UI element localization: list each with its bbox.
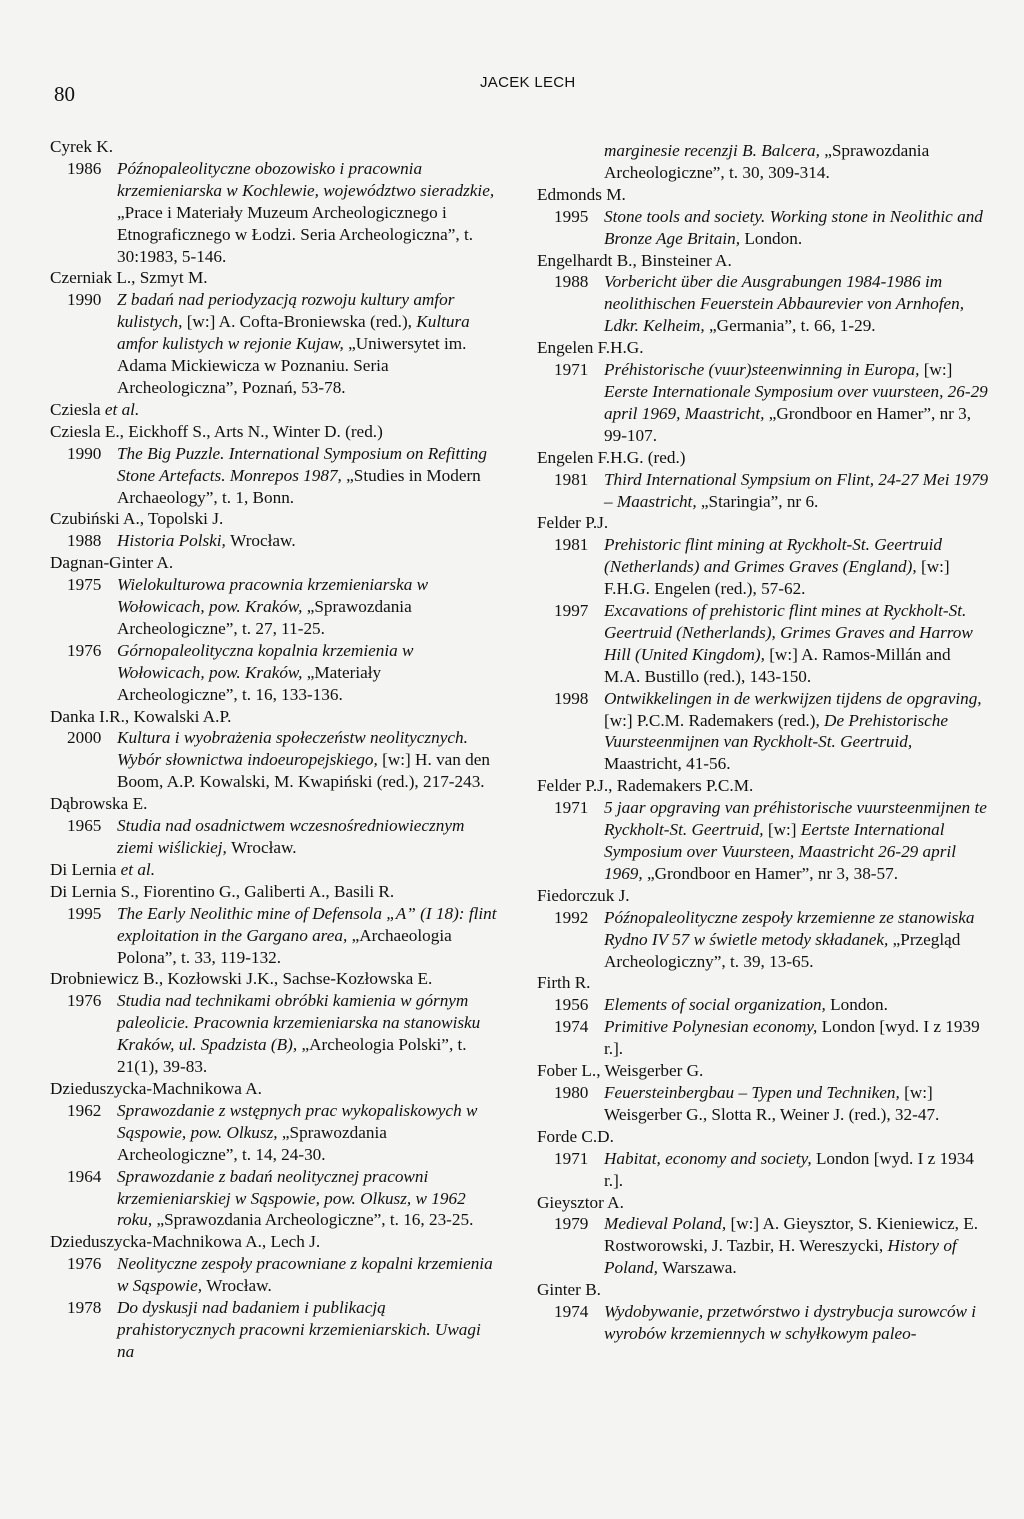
entry-year: 1971 xyxy=(554,798,589,818)
entry-year: 1986 xyxy=(67,158,102,178)
entry-text: marginesie recenzji B. Balcera, „Sprawozdania Archeologiczne”, t. 30, 309-314. xyxy=(604,141,930,182)
author-heading: Felder P.J. xyxy=(537,513,609,533)
entry-year: 1998 xyxy=(554,688,589,708)
entry-text: Późnopaleolityczne zespoły krzemienne ze stanowiska Rydno IV 57 w świetle metody składanek, „Przegląd Archeologiczny”, t. 39, 13-65. xyxy=(604,907,975,971)
entry-year: 1995 xyxy=(554,206,589,226)
bibliography-entry xyxy=(537,600,989,688)
entry-text: Habitat, economy and society, London [wyd. I z 1934 r.]. xyxy=(604,1148,974,1190)
author-heading: Danka I.R., Kowalski A.P. xyxy=(50,706,232,726)
bibliography-entry xyxy=(537,907,989,973)
entry-year: 1974 xyxy=(554,1017,589,1037)
entry-text: Préhistorische (vuur)steenwinning in Europa, [w:] Eerste Internationale Symposium over vuursteen, 26-29 april 1969, Maastricht, „Grondboor en Hamer”, nr 3, 99-107. xyxy=(604,360,988,445)
entry-text: Prehistoric flint mining at Ryckholt-St. Geertruid (Netherlands) and Grimes Graves (England), [w:] F.H.G. Engelen (red.), 57-62. xyxy=(604,535,950,599)
entry-text: The Early Neolithic mine of Defensola „A” (I 18): flint exploitation in the Gargano area, „Archaeologia Polona”, t. 33, 119-132. xyxy=(117,903,497,967)
bibliography-entry xyxy=(537,1301,989,1345)
author-heading: Gieysztor A. xyxy=(537,1192,624,1212)
entry-year: 1965 xyxy=(67,816,102,836)
entry-text: Z badań nad periodyzacją rozwoju kultury amfor kulistych, [w:] A. Cofta-Broniewska (red.), Kultura amfor kulistych w rejonie Kujaw, „Uniwersytet im. Adama Mickiewicza w Poznaniu. Seria Archeologiczna”, Poznań, 53-78. xyxy=(117,290,470,397)
author-heading: Czubiński A., Topolski J. xyxy=(50,509,224,529)
bibliography-entry xyxy=(50,815,502,859)
author-heading: Felder P.J., Rademakers P.C.M. xyxy=(537,776,754,796)
entry-text: Ontwikkelingen in de werkwijzen tijdens de opgraving, [w:] P.C.M. Rademakers (red.), De Prehistorische Vuursteenmijnen van Ryckholt-St. Geertruid, Maastricht, 41-56. xyxy=(604,688,982,774)
entry-year: 1964 xyxy=(67,1166,102,1186)
entry-year: 1976 xyxy=(67,640,102,660)
bibliography-entry xyxy=(537,1148,989,1192)
bibliography-entry xyxy=(537,469,989,513)
page-number: 80 xyxy=(54,82,75,106)
entry-text: Późnopaleolityczne obozowisko i pracownia krzemieniarska w Kochlewie, województwo sieradzkie, „Prace i Materiały Muzeum Archeologicznego i Etnograficznego w Łodzi. Seria Archeologiczna”, t. 30:1983, 5-146. xyxy=(117,158,495,266)
entry-text: Sprawozdanie z badań neolitycznej pracowni krzemieniarskiej w Sąspowie, pow. Olkusz, w 1962 roku, „Sprawozdania Archeologiczne”, t. 16, 23-25. xyxy=(117,1166,474,1230)
author-heading: Engelhardt B., Binsteiner A. xyxy=(537,250,732,270)
bibliography-entry xyxy=(537,1082,989,1126)
bibliography-entry xyxy=(537,271,989,337)
entry-text: Medieval Poland, [w:] A. Gieysztor, S. Kieniewicz, E. Rostworowski, J. Tazbir, H. Wereszycki, History of Poland, Warszawa. xyxy=(604,1214,978,1278)
entry-year: 1988 xyxy=(554,272,589,292)
author-heading: Drobniewicz B., Kozłowski J.K., Sachse-Kozłowska E. xyxy=(50,969,433,989)
entry-text: Vorbericht über die Ausgrabungen 1984-1986 im neolithischen Feuerstein Abbaurevier von Arnhofen, Ldkr. Kelheim, „Germania”, t. 66, 1-29. xyxy=(604,272,965,336)
entry-year: 1962 xyxy=(67,1100,102,1120)
author-heading: Cziesla et al. xyxy=(50,399,140,419)
bibliography-entry xyxy=(537,994,989,1016)
entry-year: 1988 xyxy=(67,531,102,551)
entry-year: 1980 xyxy=(554,1082,589,1102)
author-heading: Dąbrowska E. xyxy=(50,794,148,814)
entry-text: Studia nad osadnictwem wczesnośredniowiecznym ziemi wiślickiej, Wrocław. xyxy=(117,816,465,857)
bibliography-entry xyxy=(50,158,502,268)
entry-text: Neolityczne zespoły pracowniane z kopalni krzemienia w Sąspowie, Wrocław. xyxy=(117,1254,493,1296)
running-head: JACEK LECH xyxy=(480,74,576,91)
entry-year: 1975 xyxy=(67,575,102,595)
entry-text: Stone tools and society. Working stone in Neolithic and Bronze Age Britain, London. xyxy=(604,206,983,248)
bibliography-entry xyxy=(50,1253,502,1297)
entry-year: 1974 xyxy=(554,1302,589,1322)
author-heading: Dagnan-Ginter A. xyxy=(50,553,174,573)
entry-text: Studia nad technikami obróbki kamienia w górnym paleolicie. Pracownia krzemieniarska na stanowisku Kraków, ul. Spadzista (B), „Archeologia Polski”, t. 21(1), 39-83. xyxy=(117,991,481,1077)
entry-text: Kultura i wyobrażenia społeczeństw neolitycznych. Wybór słownictwa indoeuropejskiego, [w:] H. van den Boom, A.P. Kowalski, M. Kwapiński (red.), 217-243. xyxy=(117,728,490,792)
bibliography-entry xyxy=(537,688,989,776)
author-heading: Cyrek K. xyxy=(50,137,114,156)
entry-year: 1997 xyxy=(554,601,589,621)
bibliography-entry xyxy=(50,443,502,509)
author-heading: Fober L., Weisgerber G. xyxy=(537,1061,704,1081)
bibliography-entry xyxy=(50,1166,502,1232)
entry-text: Feuersteinbergbau – Typen und Techniken, [w:] Weisgerber G., Slotta R., Weiner J. (red.), 32-47. xyxy=(604,1082,940,1124)
bibliography-entry xyxy=(537,534,989,600)
bibliography-entry xyxy=(537,1213,989,1279)
bibliography-entry xyxy=(50,574,502,640)
bibliography-entry xyxy=(50,990,502,1078)
bibliography-entry xyxy=(537,1016,989,1060)
entry-year: 2000 xyxy=(67,728,102,748)
author-heading: Di Lernia et al. xyxy=(50,859,156,879)
author-heading: Ginter B. xyxy=(537,1280,601,1300)
entry-text: Third International Sympsium on Flint, 24-27 Mei 1979 – Maastricht, „Staringia”, nr 6. xyxy=(604,469,989,511)
entry-year: 1990 xyxy=(67,290,102,310)
author-heading: Dzieduszycka-Machnikowa A., Lech J. xyxy=(50,1232,321,1252)
entry-text: 5 jaar opgraving van préhistorische vuursteenmijnen te Ryckholt-St. Geertruid, [w:] Eertste International Symposium over Vuursteen, Maastricht 26-29 april 1969, „Grondboor en Hamer”, nr 3, 38-57. xyxy=(604,798,987,883)
entry-text: Historia Polski, Wrocław. xyxy=(117,531,296,551)
author-heading: Dzieduszycka-Machnikowa A. xyxy=(50,1078,262,1098)
bibliography-left-column xyxy=(50,136,502,1363)
entry-text: Górnopaleolityczna kopalnia krzemienia w Wołowicach, pow. Kraków, „Materiały Archeologiczne”, t. 16, 133-136. xyxy=(117,640,414,704)
author-heading: Engelen F.H.G. (red.) xyxy=(537,447,686,467)
author-heading: Di Lernia S., Fiorentino G., Galiberti A., Basili R. xyxy=(50,881,395,901)
author-heading: Cziesla E., Eickhoff S., Arts N., Winter D. (red.) xyxy=(50,421,383,441)
bibliography-entry xyxy=(50,903,502,969)
entry-text: Wydobywanie, przetwórstwo i dystrybucja surowców i wyrobów krzemiennych w schyłkowym paleo- xyxy=(604,1302,977,1343)
entry-year: 1992 xyxy=(554,907,589,927)
bibliography-entry xyxy=(537,359,989,447)
bibliography-entry xyxy=(537,797,989,885)
author-heading: Forde C.D. xyxy=(537,1126,614,1146)
bibliography-entry xyxy=(50,530,502,552)
entry-year: 1979 xyxy=(554,1214,589,1234)
bibliography-entry xyxy=(50,640,502,706)
author-heading: Czerniak L., Szmyt M. xyxy=(50,268,208,288)
author-heading: Fiedorczuk J. xyxy=(537,885,630,905)
entry-year: 1978 xyxy=(67,1298,102,1318)
bibliography-entry xyxy=(537,206,989,250)
entry-year: 1956 xyxy=(554,995,589,1015)
entry-year: 1990 xyxy=(67,443,102,463)
entry-text: Wielokulturowa pracownia krzemieniarska w Wołowicach, pow. Kraków, „Sprawozdania Archeologiczne”, t. 27, 11-25. xyxy=(117,575,429,638)
entry-text: Primitive Polynesian economy, London [wyd. I z 1939 r.]. xyxy=(604,1017,980,1059)
bibliography-right-column xyxy=(537,140,989,1345)
bibliography-entry xyxy=(50,1100,502,1166)
entry-text: Elements of social organization, London. xyxy=(604,995,888,1015)
entry-year: 1981 xyxy=(554,535,589,555)
entry-year: 1995 xyxy=(67,903,102,923)
bibliography-entry xyxy=(50,727,502,793)
entry-text: The Big Puzzle. International Symposium on Refitting Stone Artefacts. Monrepos 1987, „Studies in Modern Archaeology”, t. 1, Bonn. xyxy=(117,443,487,507)
entry-year: 1976 xyxy=(67,1254,102,1274)
author-heading: Engelen F.H.G. xyxy=(537,338,644,358)
entry-year: 1981 xyxy=(554,469,589,489)
entry-year: 1971 xyxy=(554,1148,589,1168)
entry-year: 1976 xyxy=(67,991,102,1011)
entry-text: Excavations of prehistoric flint mines at Ryckholt-St. Geertruid (Netherlands), Grimes Graves and Harrow Hill (United Kingdom), [w:] A. Ramos-Millán and M.A. Bustillo (red.), 143-150. xyxy=(604,601,973,686)
entry-text: Do dyskusji nad badaniem i publikacją prahistorycznych pracowni krzemieniarskich. Uwagi na xyxy=(117,1298,481,1361)
bibliography-entry xyxy=(50,1297,502,1363)
bibliography-entry xyxy=(50,289,502,399)
author-heading: Edmonds M. xyxy=(537,184,626,204)
author-heading: Firth R. xyxy=(537,973,591,993)
entry-year: 1971 xyxy=(554,360,589,380)
entry-text: Sprawozdanie z wstępnych prac wykopaliskowych w Sąspowie, pow. Olkusz, „Sprawozdania Archeologiczne”, t. 14, 24-30. xyxy=(117,1100,478,1164)
entry-continuation xyxy=(537,140,989,184)
